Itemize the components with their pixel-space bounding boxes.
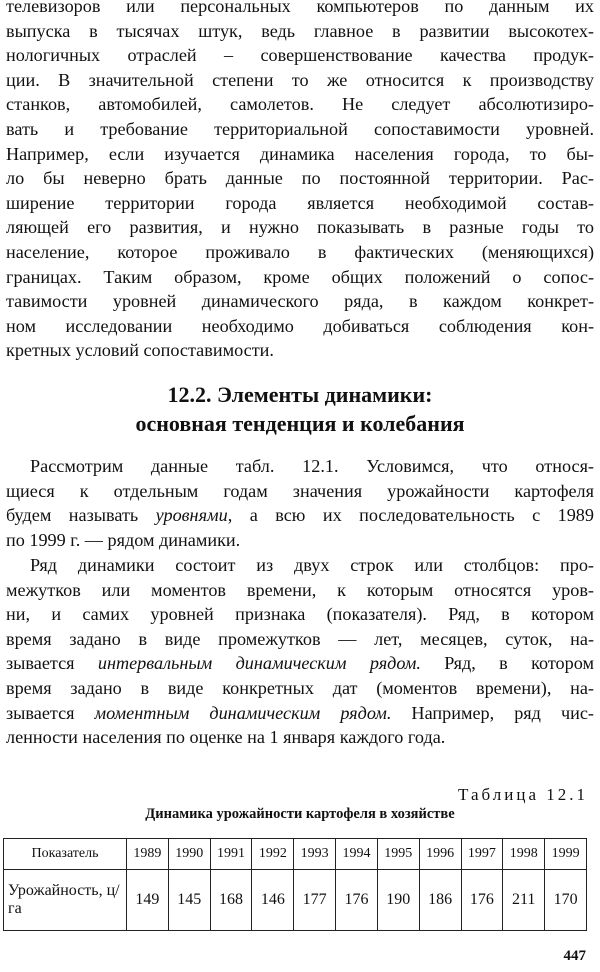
text-line: телевизоров или персональных компьютеров по данным их xyxy=(6,0,594,16)
text-line: тавимости уровней динамического ряда, в каждом конкрет- xyxy=(6,291,594,312)
value-cell: 176 xyxy=(336,870,378,931)
value-cell: 186 xyxy=(419,870,461,931)
text-line: щиеся к отдельным годам значения урожайности картофеля xyxy=(6,480,594,501)
yield-table xyxy=(3,838,587,931)
text-line: ном исследовании необходимо добиваться соблюдения кон- xyxy=(6,315,594,336)
header-cell: Показатель xyxy=(4,839,127,870)
text-line: зывается моментным динамическим рядом. Например, ряд чис- xyxy=(6,702,594,723)
section-heading xyxy=(0,380,600,438)
text-line: будем называть уровнями, а всю их последовательность с 1989 xyxy=(6,505,594,526)
paragraph-levels xyxy=(6,454,594,552)
section-heading-line1: 12.2. Элементы динамики: xyxy=(167,382,433,407)
paragraph-series-types xyxy=(6,553,594,750)
text-line: население, которое проживало в фактических (меняющихся) xyxy=(6,241,594,262)
header-cell: 1989 xyxy=(127,839,169,870)
term-moment-series: моментным динамическим рядом. xyxy=(94,702,392,723)
header-cell: 1990 xyxy=(168,839,210,870)
row-label-cell: Урожайность, ц/га xyxy=(4,870,127,931)
value-cell: 146 xyxy=(252,870,294,931)
value-cell: 211 xyxy=(503,870,545,931)
text-line: зывается интервальным динамическим рядом. Ряд, в котором xyxy=(6,653,594,674)
paragraph-comparability xyxy=(6,0,594,363)
table-row xyxy=(4,870,587,931)
value-cell: 168 xyxy=(210,870,252,931)
header-cell: 1991 xyxy=(210,839,252,870)
header-cell: 1996 xyxy=(419,839,461,870)
header-cell: 1997 xyxy=(461,839,503,870)
section-heading-line2: основная тенденция и колебания xyxy=(135,411,465,436)
term-interval-series: интервальным динамическим рядом. xyxy=(97,653,421,674)
value-cell: 177 xyxy=(294,870,336,931)
text-line: время задано в виде конкретных дат (моментов времени), на- xyxy=(6,677,594,698)
text-line: ширение территории города является необходимой состав- xyxy=(6,192,594,213)
text-line: ции. В значительной степени то же относится к производству xyxy=(6,69,594,90)
text-line: время задано в виде промежутков — лет, месяцев, суток, на- xyxy=(6,628,594,649)
text-line: ло бы неверно брать данные по постоянной территории. Рас- xyxy=(6,168,594,189)
value-cell: 190 xyxy=(377,870,419,931)
header-cell: 1995 xyxy=(377,839,419,870)
text-line: выпуска в тысячах штук, ведь главное в развитии высокотех- xyxy=(6,20,594,41)
header-cell: 1998 xyxy=(503,839,545,870)
text-line: границах. Таким образом, кроме общих положений о сопос- xyxy=(6,266,594,287)
text-line: ляющей его развития, и нужно показывать в разные годы то xyxy=(6,217,594,238)
table-header-row xyxy=(4,839,587,870)
table-label: Таблица 12.1 xyxy=(458,785,588,804)
term-levels: уровнями xyxy=(155,505,228,526)
table-title: Динамика урожайности картофеля в хозяйстве xyxy=(145,806,455,822)
header-cell: 1999 xyxy=(545,839,587,870)
text-line: Например, если изучается динамика населения города, то бы- xyxy=(6,143,594,164)
text-line: нологичных отраслей – совершенствование качества продук- xyxy=(6,45,594,66)
text-line: ленности населения по оценке на 1 января каждого года. xyxy=(6,727,446,748)
text-line: ни, и самих уровней признака (показателя). Ряд, в котором xyxy=(6,604,594,625)
text-line: станков, автомобилей, самолетов. Не следует абсолютизиро- xyxy=(6,94,594,115)
header-cell: 1994 xyxy=(336,839,378,870)
page-number: 447 xyxy=(563,948,586,964)
text-line: по 1999 г. — рядом динамики. xyxy=(6,529,241,550)
text-line: Рассмотрим данные табл. 12.1. Условимся, что относя- xyxy=(30,456,594,476)
text-line: Ряд динамики состоит из двух строк или столбцов: про- xyxy=(30,555,594,575)
value-cell: 145 xyxy=(168,870,210,931)
value-cell: 176 xyxy=(461,870,503,931)
text-line: вать и требование территориальной сопоставимости уровней. xyxy=(6,118,594,139)
text-line: межутков или моментов времени, к которым относятся уров- xyxy=(6,579,594,600)
value-cell: 149 xyxy=(127,870,169,931)
header-cell: 1993 xyxy=(294,839,336,870)
header-cell: 1992 xyxy=(252,839,294,870)
text-line: кретных условий сопоставимости. xyxy=(6,340,274,361)
value-cell: 170 xyxy=(545,870,587,931)
